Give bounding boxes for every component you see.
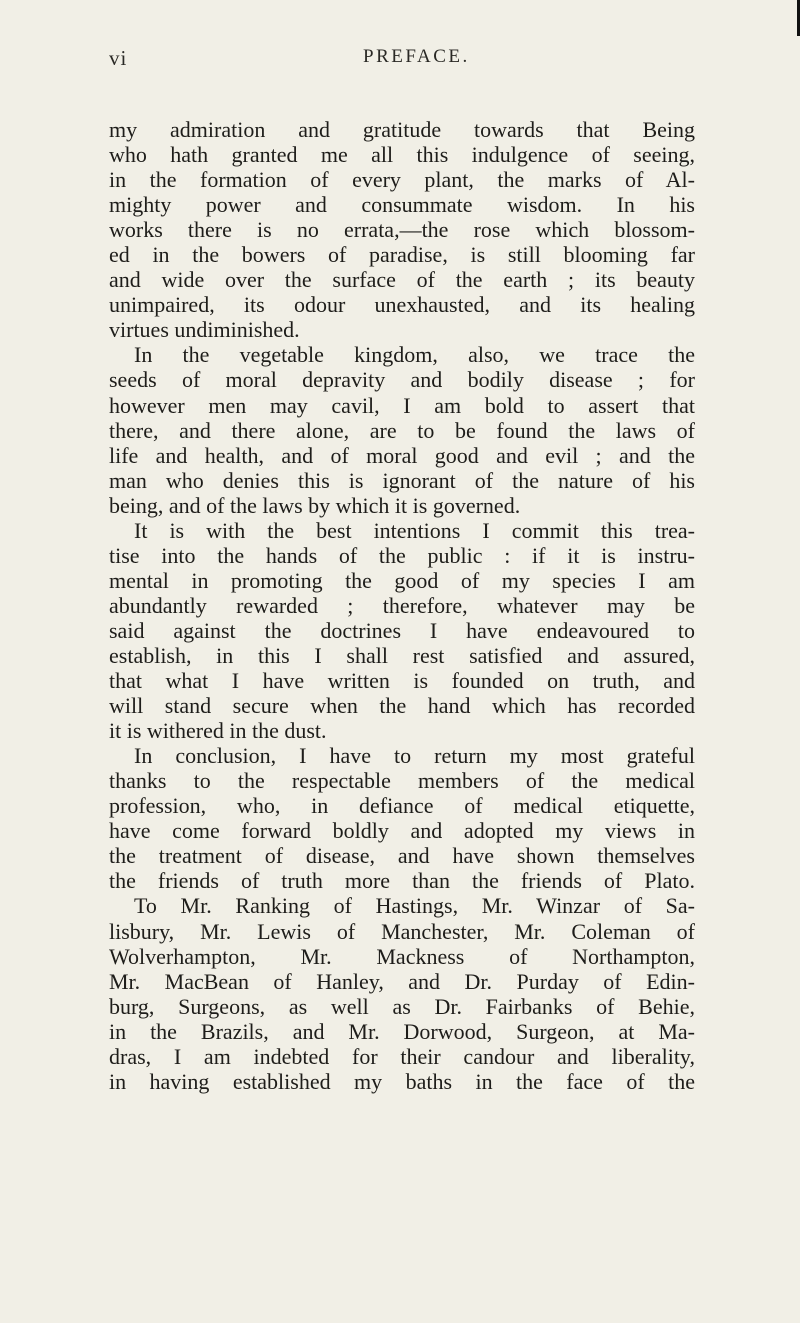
text-line: profession, who, in defiance of medical etiquette, — [109, 793, 695, 819]
text-line: my admiration and gratitude towards that Being — [109, 117, 695, 142]
text-line: lisbury, Mr. Lewis of Manchester, Mr. Coleman of — [109, 918, 695, 944]
text-line: abundantly rewarded ; therefore, whatever may be — [109, 592, 695, 618]
page-header — [109, 46, 709, 86]
text-line: will stand secure when the hand which has recorded — [109, 693, 695, 719]
text-line: there, and there alone, are to be found the laws of — [109, 417, 695, 443]
text-line: in having established my baths in the face of the — [109, 1068, 695, 1094]
text-line: virtues undiminished. — [109, 317, 300, 343]
page-number: vi — [109, 46, 128, 70]
text-line: that what I have written is founded on truth, and — [109, 668, 695, 694]
text-line: works there is no errata,—the rose which blossom- — [109, 217, 695, 243]
text-line: dras, I am indebted for their candour and liberality, — [109, 1043, 695, 1069]
text-line: seeds of moral depravity and bodily disease ; for — [109, 367, 695, 393]
paragraph-start-line: In conclusion, I have to return my most grateful — [134, 743, 695, 769]
text-line: in the Brazils, and Mr. Dorwood, Surgeon, at Ma- — [109, 1018, 695, 1044]
running-head: PREFACE. — [363, 46, 470, 67]
text-line: the treatment of disease, and have shown themselves — [109, 843, 695, 869]
text-line: burg, Surgeons, as well as Dr. Fairbanks of Behie, — [109, 993, 695, 1019]
text-line: establish, in this I shall rest satisfied and assured, — [109, 642, 695, 668]
paragraph-start-line: It is with the best intentions I commit this trea- — [134, 517, 695, 543]
text-line: said against the doctrines I have endeavoured to — [109, 617, 695, 643]
text-line: Mr. MacBean of Hanley, and Dr. Purday of Edin- — [109, 968, 695, 994]
text-line: ed in the bowers of paradise, is still blooming far — [109, 242, 695, 268]
text-line: unimpaired, its odour unexhausted, and its healing — [109, 292, 695, 318]
text-line: however men may cavil, I am bold to assert that — [109, 392, 695, 418]
text-line: life and health, and of moral good and evil ; and the — [109, 442, 695, 468]
text-line: the friends of truth more than the friends of Plato. — [109, 868, 695, 894]
text-line: Wolverhampton, Mr. Mackness of Northampton, — [109, 943, 695, 969]
text-line: and wide over the surface of the earth ; its beauty — [109, 267, 695, 293]
text-line: tise into the hands of the public : if it is instru- — [109, 542, 695, 568]
text-line: have come forward boldly and adopted my views in — [109, 818, 695, 844]
text-line: mighty power and consummate wisdom. In his — [109, 192, 695, 218]
paragraph-start-line: To Mr. Ranking of Hastings, Mr. Winzar of Sa- — [134, 893, 695, 919]
text-line: in the formation of every plant, the marks of Al- — [109, 167, 695, 193]
text-line: it is withered in the dust. — [109, 718, 327, 744]
text-line: thanks to the respectable members of the medical — [109, 768, 695, 794]
text-line: mental in promoting the good of my species I am — [109, 567, 695, 593]
paragraph-start-line: In the vegetable kingdom, also, we trace the — [134, 342, 695, 368]
text-line: man who denies this is ignorant of the nature of his — [109, 467, 695, 493]
body-text — [109, 117, 695, 1094]
text-line: being, and of the laws by which it is governed. — [109, 492, 521, 518]
text-line: who hath granted me all this indulgence of seeing, — [109, 142, 695, 168]
